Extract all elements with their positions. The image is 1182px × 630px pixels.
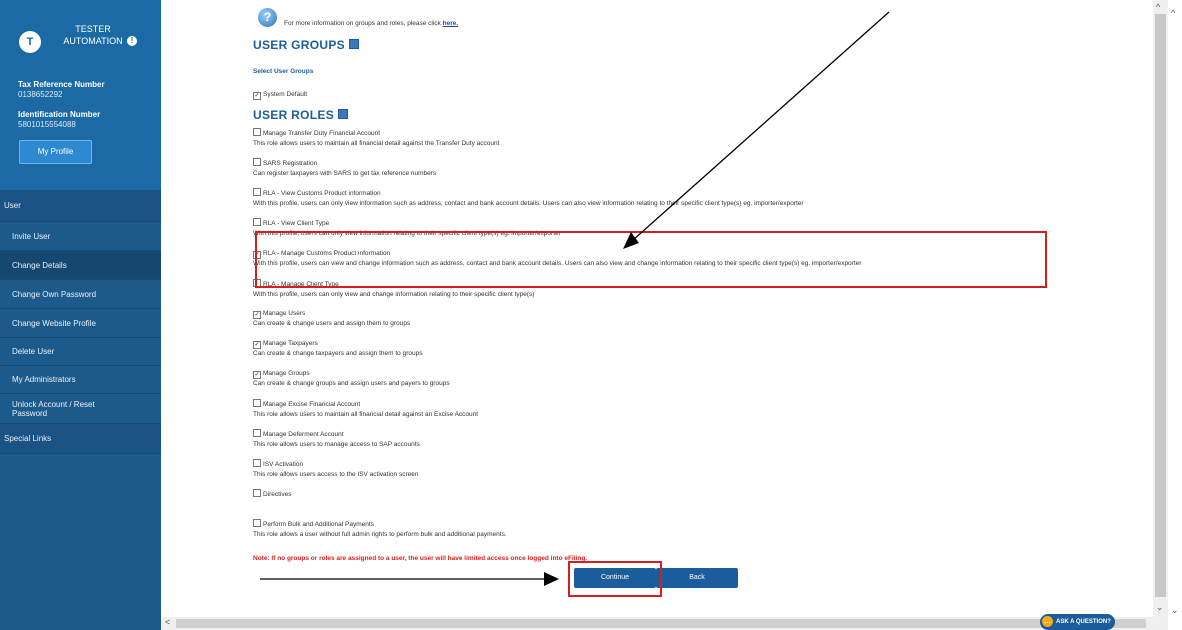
id-value: 5801015554088 (18, 120, 76, 129)
role-description: With this profile, users can only view and change information relating to their specific client type(s) (253, 291, 535, 298)
role-label: RLA - View Customs Product information (263, 190, 381, 197)
arrow-line-top (633, 12, 889, 240)
checkbox[interactable]: ✓ (254, 252, 260, 258)
sidebar-item-7[interactable] (0, 394, 161, 424)
sidebar-item-2[interactable] (0, 251, 161, 280)
select-groups-label: Select User Groups (253, 68, 314, 75)
chat-icon: … (1044, 618, 1051, 625)
sidebar-item-5[interactable] (0, 338, 161, 366)
role-description: Can create & change users and assign them to groups (253, 320, 411, 327)
window-scroll-down-icon[interactable]: ⌄ (1171, 605, 1179, 615)
user-groups-heading: USER GROUPS (253, 38, 359, 52)
sidebar (0, 0, 161, 630)
role-description: With this profile, users can only view information such as address, contact and bank account details. Users can also view information relating to their specific client type(s) eg. importer/exporter (253, 200, 804, 207)
role-label: Manage Groups (263, 370, 310, 377)
role-label: RLA - View Client Type (263, 220, 330, 227)
main-content (161, 0, 1153, 617)
role-description: This role allows a user without full admin rights to perform bulk and additional payments. (253, 531, 507, 538)
user-roles-heading: USER ROLES (253, 108, 348, 122)
sidebar-item-label: Special Links (4, 434, 52, 443)
help-icon[interactable]: ? (258, 8, 277, 27)
continue-button[interactable]: Continue (574, 568, 656, 588)
role-label: Perform Bulk and Additional Payments (263, 521, 374, 528)
role-description: Can register taxpayers with SARS to get tax reference numbers (253, 170, 437, 177)
sidebar-item-label: Invite User (12, 231, 51, 241)
sidebar-item-label: My Administrators (12, 375, 76, 384)
scroll-up-icon[interactable]: ^ (1156, 2, 1161, 12)
scroll-down-icon[interactable]: ⌄ (1156, 602, 1164, 612)
role-description: This role allows users access to the ISV activation screen (253, 471, 419, 478)
profile-panel (0, 0, 161, 190)
sidebar-item-label: User (4, 201, 21, 210)
help-text: For more information on groups and roles, please click here. (284, 20, 459, 27)
role-description: With this profile, users can only view information relating to their specific client type(s) eg. importer/exporter (253, 230, 561, 237)
sidebar-item-3[interactable] (0, 280, 161, 309)
sidebar-item-6[interactable] (0, 366, 161, 394)
sidebar-item-label: Delete User (12, 347, 55, 356)
sidebar-item-8[interactable] (0, 424, 161, 454)
role-label: Manage Taxpayers (263, 340, 318, 347)
back-button[interactable]: Back (656, 568, 738, 588)
user-name: TESTER AUTOMATION (63, 24, 123, 46)
role-label: RLA - Manage Customs Product information (263, 250, 391, 257)
role-description: This role allows users to maintain all financial detail against the Transfer Duty account (253, 140, 500, 147)
role-description: With this profile, users can view and change information such as address, contact and bank account details. Users can also view and change information relating to their specific client type(s) eg. importer/exporter (253, 260, 862, 267)
horizontal-scroll-thumb[interactable] (176, 619, 1146, 628)
scroll-left-icon[interactable]: < (165, 617, 171, 627)
checkbox[interactable]: ✓ (254, 93, 260, 99)
group-system-default[interactable]: ✓ System Default (254, 91, 308, 99)
note-text: Note: If no groups or roles are assigned to a user, the user will have limited access once logged into eFiling. (253, 555, 588, 562)
info-icon[interactable]: ! (127, 36, 137, 46)
sidebar-item-0[interactable] (0, 190, 161, 222)
role-description: This role allows users to maintain all financial detail against an Excise Account (253, 411, 479, 418)
role-label: RLA - Manage Client Type (263, 281, 339, 288)
window-scroll-up-icon[interactable]: ^ (1171, 8, 1176, 18)
avatar: T (19, 31, 41, 53)
my-profile-button[interactable]: My Profile (19, 140, 92, 164)
sidebar-item-1[interactable] (0, 222, 161, 251)
vertical-scroll-thumb[interactable] (1155, 14, 1166, 597)
sidebar-item-label: Change Website Profile (12, 318, 96, 328)
sidebar-item-label: Unlock Account / Reset Password (12, 400, 95, 418)
tax-ref-value: 0138652292 (18, 90, 63, 99)
role-label: Manage Excise Financial Account (263, 401, 361, 408)
checkbox[interactable]: ✓ (254, 342, 260, 348)
help-link[interactable]: here. (442, 20, 459, 27)
arrow-head-bottom (544, 572, 559, 586)
role-label: Manage Transfer Duty Financial Account (263, 130, 381, 137)
arrow-head-top (623, 232, 639, 249)
role-label: Manage Deferment Account (263, 431, 344, 438)
role-description: Can create & change taxpayers and assign them to groups (253, 350, 423, 357)
sidebar-item-label: Change Details (12, 260, 67, 270)
id-label: Identification Number (18, 110, 101, 119)
role-label: Manage Users (263, 310, 306, 317)
role-label: Directives (263, 491, 292, 498)
ask-question-button[interactable]: … ASK A QUESTION? (1040, 614, 1115, 630)
role-label: ISV Activation (263, 461, 304, 468)
checkbox[interactable]: ✓ (254, 312, 260, 318)
sidebar-item-4[interactable] (0, 309, 161, 338)
annotation-arrows (161, 0, 1153, 617)
checkbox[interactable]: ✓ (254, 372, 260, 378)
sidebar-item-label: Change Own Password (12, 289, 97, 299)
role-description: This role allows users to manage access to SAP accounts (253, 441, 420, 448)
role-label: SARS Registration (263, 160, 318, 167)
tax-ref-label: Tax Reference Number (18, 80, 105, 89)
role-description: Can create & change groups and assign users and payers to groups (253, 380, 450, 387)
